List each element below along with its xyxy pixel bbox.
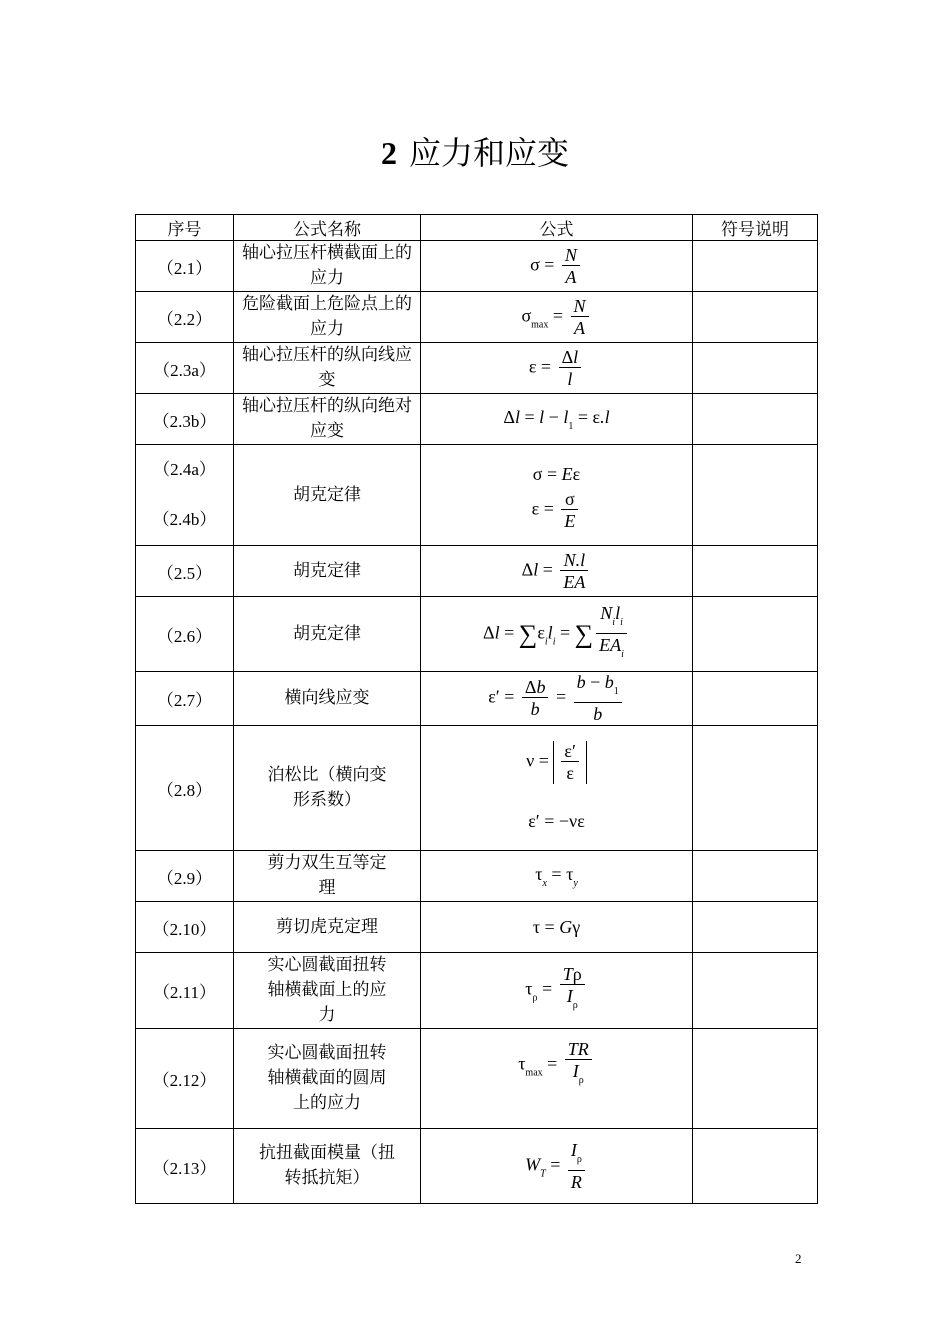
- row-formula: σ = Eε ε = $\frac{\sigma}{E}$: [421, 445, 693, 546]
- row-symbol: [693, 726, 818, 851]
- row-symbol: [693, 546, 818, 597]
- row-name: 胡克定律: [234, 597, 421, 672]
- row-name: 横向线应变: [234, 672, 421, 726]
- row-formula: $\tau_x = \tau_y$: [421, 851, 693, 902]
- table-row: [136, 241, 818, 292]
- table-row: [136, 292, 818, 343]
- table-row: [136, 394, 818, 445]
- table-row: [136, 1129, 818, 1204]
- row-symbol: [693, 672, 818, 726]
- page-number: 2: [795, 1251, 802, 1266]
- row-formula: ε = $\frac{\Delta l}{l}$: [421, 343, 693, 394]
- table-row: [136, 726, 818, 851]
- row-symbol: [693, 445, 818, 546]
- row-formula: ν = $\frac{\varepsilon'}{\varepsilon}$ ε′ = −νε: [421, 726, 693, 851]
- row-index: （2.3b）: [136, 394, 234, 445]
- table-row: [136, 953, 818, 1029]
- row-index: （2.1）: [136, 241, 234, 292]
- row-index: （2.7）: [136, 672, 234, 726]
- row-name: 泊松比（横向变形系数）: [234, 726, 421, 851]
- row-name: 剪切虎克定理: [234, 902, 421, 953]
- chapter-title: 应力和应变: [408, 134, 569, 172]
- row-formula: ε′ = $\frac{\Delta b}{b}$ = $\frac{b - b_1}{b}$: [421, 672, 693, 726]
- row-name: 实心圆截面扭转轴横截面上的应力: [234, 953, 421, 1029]
- row-symbol: [693, 597, 818, 672]
- table-row: [136, 1029, 818, 1129]
- row-index-b: （2.4b）: [152, 510, 217, 529]
- row-symbol: [693, 953, 818, 1029]
- row-formula: $W_T$ = $\frac{I_\rho}{R}$: [421, 1129, 693, 1204]
- row-name: 胡克定律: [234, 445, 421, 546]
- table-row: [136, 851, 818, 902]
- row-name: 轴心拉压杆横截面上的应力: [234, 241, 421, 292]
- chapter-number: 2: [380, 135, 397, 171]
- row-formula: $\sigma_{max}$ = $\frac{N}{A}$: [421, 292, 693, 343]
- row-index: （2.10）: [136, 902, 234, 953]
- row-index: [136, 445, 234, 546]
- row-symbol: [693, 851, 818, 902]
- row-index: （2.11）: [136, 953, 234, 1029]
- table-header-row: [136, 215, 818, 241]
- row-index: （2.3a）: [136, 343, 234, 394]
- row-index: （2.2）: [136, 292, 234, 343]
- row-name: 实心圆截面扭转轴横截面的圆周上的应力: [234, 1029, 421, 1129]
- row-symbol: [693, 1129, 818, 1204]
- row-symbol: [693, 241, 818, 292]
- page-title: [0, 128, 950, 174]
- row-symbol: [693, 343, 818, 394]
- row-symbol: [693, 292, 818, 343]
- table-row: [136, 546, 818, 597]
- table-row: [136, 597, 818, 672]
- row-formula: $\Delta l = l - l_1 = \varepsilon.l$: [421, 394, 693, 445]
- row-formula: $\Delta l = \sum\varepsilon_il_i$ = ∑ $N_il_i$ $EA_i$: [421, 597, 693, 672]
- row-index: （2.13）: [136, 1129, 234, 1204]
- row-name: 胡克定律: [234, 546, 421, 597]
- row-index: （2.8）: [136, 726, 234, 851]
- header-formula: 公式: [421, 215, 693, 241]
- header-index: 序号: [136, 215, 234, 241]
- row-name: 轴心拉压杆的纵向线应变: [234, 343, 421, 394]
- row-index: （2.9）: [136, 851, 234, 902]
- header-name: 公式名称: [234, 215, 421, 241]
- table-row: [136, 445, 818, 546]
- row-formula: τ = Gγ: [421, 902, 693, 953]
- formula-table: [135, 214, 818, 1204]
- row-symbol: [693, 902, 818, 953]
- row-index: （2.6）: [136, 597, 234, 672]
- row-index-a: （2.4a）: [153, 460, 216, 479]
- row-formula: $\tau_\rho$ = $\frac{T\rho}{I_\rho}$: [421, 953, 693, 1029]
- row-name: 抗扭截面模量（扭转抵抗矩）: [234, 1129, 421, 1204]
- header-symbol: 符号说明: [693, 215, 818, 241]
- row-formula: $\tau_{max}$ = $\frac{TR}{I_\rho}$: [421, 1029, 693, 1129]
- row-name: 危险截面上危险点上的应力: [234, 292, 421, 343]
- row-symbol: [693, 394, 818, 445]
- table-row: [136, 672, 818, 726]
- row-formula: σ = $\frac{N}{A}$: [421, 241, 693, 292]
- row-symbol: [693, 1029, 818, 1129]
- row-name: 剪力双生互等定理: [234, 851, 421, 902]
- row-index: （2.12）: [136, 1029, 234, 1129]
- table-row: [136, 343, 818, 394]
- table-row: [136, 902, 818, 953]
- row-formula: Δl = $\frac{N.l}{EA}$: [421, 546, 693, 597]
- row-name: 轴心拉压杆的纵向绝对应变: [234, 394, 421, 445]
- row-index: （2.5）: [136, 546, 234, 597]
